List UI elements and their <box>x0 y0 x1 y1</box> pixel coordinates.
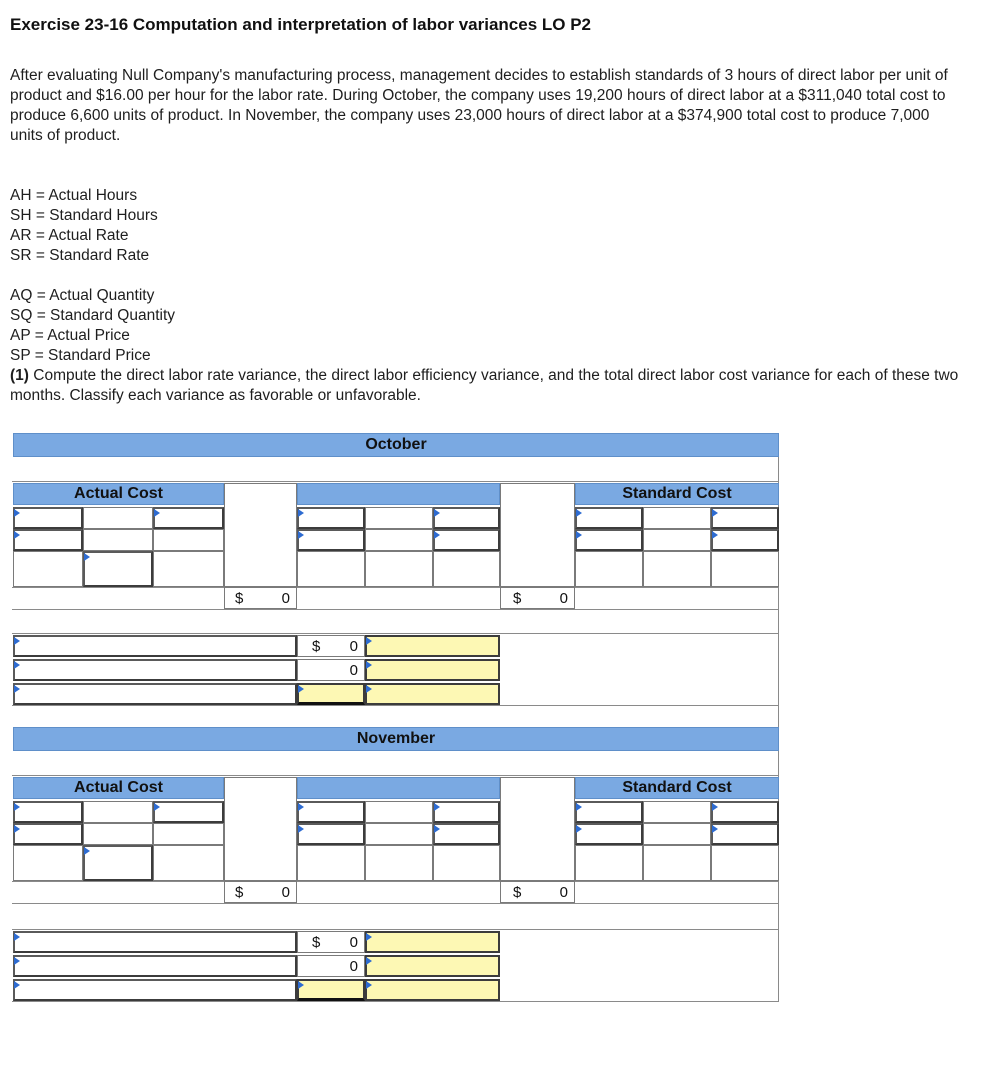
problem-statement: After evaluating Null Company's manufacturing process, management decides to establish standards of 3 hours of direct labor per unit of product and $16.00 per hour for the labor rate. During October, the company uses 19,200 hours of direct labor at a $311,040 total cost to produce 6,600 units of product. In November, the company uses 23,000 hours of direct labor at a $374,900 total cost to produce 7,000 units of product. <box>10 67 948 144</box>
blank-cell <box>13 845 83 881</box>
worksheet-november <box>12 727 780 1027</box>
operator-cell <box>365 801 433 823</box>
standard-input[interactable] <box>711 529 779 551</box>
spacer-cell <box>500 777 575 881</box>
middle-header <box>297 777 500 799</box>
variance-classification-select[interactable] <box>365 635 500 657</box>
actual-input[interactable] <box>13 529 83 551</box>
operator-cell <box>643 801 711 823</box>
currency-symbol: $ <box>312 638 321 655</box>
month-header: November <box>13 727 779 751</box>
middle-input[interactable] <box>297 823 365 845</box>
currency-symbol: $ <box>312 934 321 951</box>
variance-classification-select[interactable] <box>365 979 500 1001</box>
operator-cell <box>643 823 711 845</box>
standard-total: 0 <box>559 590 568 607</box>
sh-input[interactable] <box>575 507 643 529</box>
standard-total-cell <box>500 587 575 609</box>
question-body: Compute the direct labor rate variance, the direct labor efficiency variance, and the total direct labor cost variance for each of these two months. Classify each variance as favorable or unfavorable. <box>10 367 959 404</box>
sr-input[interactable] <box>711 507 779 529</box>
spacer-cell <box>500 483 575 587</box>
row-divider <box>12 903 779 904</box>
efficiency-variance-value: 0 <box>349 662 358 679</box>
definition-item: AP = Actual Price <box>10 327 130 344</box>
sh-input[interactable] <box>575 801 643 823</box>
blank-cell <box>433 551 500 587</box>
actual-cost-header: Actual Cost <box>13 483 224 505</box>
total-variance-input[interactable] <box>297 683 365 705</box>
efficiency-variance-value: 0 <box>349 958 358 975</box>
standard-input[interactable] <box>575 823 643 845</box>
middle-input[interactable] <box>297 529 365 551</box>
row-divider <box>12 705 779 706</box>
ah-input[interactable] <box>13 507 83 529</box>
efficiency-variance-cell <box>297 659 365 681</box>
operator-cell <box>365 823 433 845</box>
currency-symbol: $ <box>513 590 522 607</box>
variance-classification-select[interactable] <box>365 659 500 681</box>
currency-symbol: $ <box>235 590 244 607</box>
actual-total: 0 <box>281 884 290 901</box>
middle-header <box>297 483 500 505</box>
operator-cell <box>83 507 153 529</box>
variance-label-input[interactable] <box>13 955 297 977</box>
blank-cell <box>13 551 83 587</box>
ar-input[interactable] <box>153 507 224 529</box>
standard-input[interactable] <box>575 529 643 551</box>
actual-total: 0 <box>281 590 290 607</box>
page-title: Exercise 23-16 Computation and interpretation of labor variances LO P2 <box>10 15 591 34</box>
operator-cell <box>643 529 711 551</box>
row-divider <box>12 481 779 482</box>
definition-item: AQ = Actual Quantity <box>10 287 155 304</box>
blank-cell <box>153 529 224 551</box>
rate-variance-value: 0 <box>349 638 358 655</box>
standard-cost-header: Standard Cost <box>575 777 779 799</box>
sr-input[interactable] <box>433 801 500 823</box>
spacer-cell <box>224 483 297 587</box>
blank-cell <box>643 845 711 881</box>
blank-cell <box>365 551 433 587</box>
blank-cell <box>153 823 224 845</box>
variance-classification-select[interactable] <box>365 931 500 953</box>
row-divider <box>12 633 779 634</box>
definition-item: SH = Standard Hours <box>10 207 158 224</box>
middle-input[interactable] <box>433 823 500 845</box>
variance-label-input[interactable] <box>13 659 297 681</box>
operator-cell <box>643 507 711 529</box>
spacer-cell <box>224 777 297 881</box>
blank-cell <box>433 845 500 881</box>
blank-cell <box>575 551 643 587</box>
definition-item: SR = Standard Rate <box>10 247 150 264</box>
actual-total-cell <box>224 881 297 903</box>
definition-item: AR = Actual Rate <box>10 227 129 244</box>
sr-input[interactable] <box>711 801 779 823</box>
blank-cell <box>365 845 433 881</box>
worksheet-october <box>12 433 780 733</box>
blank-cell <box>297 845 365 881</box>
total-variance-input[interactable] <box>297 979 365 1001</box>
row-divider <box>12 1001 779 1002</box>
operator-cell <box>83 529 153 551</box>
efficiency-variance-cell <box>297 955 365 977</box>
variance-label-input[interactable] <box>13 683 297 705</box>
question-number: (1) <box>10 367 29 384</box>
actual-total-cell <box>224 587 297 609</box>
currency-symbol: $ <box>513 884 522 901</box>
blank-cell <box>575 845 643 881</box>
variance-label-input[interactable] <box>13 635 297 657</box>
blank-cell <box>153 551 224 587</box>
actual-cost-header: Actual Cost <box>13 777 224 799</box>
definition-item: SP = Standard Price <box>10 347 151 364</box>
actual-input[interactable] <box>83 845 153 881</box>
standard-total: 0 <box>559 884 568 901</box>
standard-input[interactable] <box>711 823 779 845</box>
row-divider <box>12 587 779 588</box>
standard-cost-header: Standard Cost <box>575 483 779 505</box>
blank-cell <box>297 551 365 587</box>
operator-cell <box>83 801 153 823</box>
rate-variance-cell <box>297 931 365 953</box>
question-text <box>10 366 960 406</box>
sr-input[interactable] <box>433 507 500 529</box>
ah-input[interactable] <box>13 801 83 823</box>
operator-cell <box>365 529 433 551</box>
currency-symbol: $ <box>235 884 244 901</box>
month-header: October <box>13 433 779 457</box>
rate-variance-cell <box>297 635 365 657</box>
blank-cell <box>643 551 711 587</box>
blank-cell <box>153 845 224 881</box>
row-divider <box>12 929 779 930</box>
definition-item: AH = Actual Hours <box>10 187 138 204</box>
standard-total-cell <box>500 881 575 903</box>
rate-variance-value: 0 <box>349 934 358 951</box>
ar-input[interactable] <box>153 801 224 823</box>
definitions-material <box>10 286 175 366</box>
blank-cell <box>711 845 779 881</box>
variance-label-input[interactable] <box>13 979 297 1001</box>
row-divider <box>12 881 779 882</box>
definitions-labor <box>10 186 158 266</box>
row-divider <box>12 609 779 610</box>
ah-input[interactable] <box>297 801 365 823</box>
variance-label-input[interactable] <box>13 931 297 953</box>
middle-input[interactable] <box>433 529 500 551</box>
blank-cell <box>711 551 779 587</box>
definition-item: SQ = Standard Quantity <box>10 307 175 324</box>
variance-classification-select[interactable] <box>365 683 500 705</box>
operator-cell <box>365 507 433 529</box>
operator-cell <box>83 823 153 845</box>
ah-input[interactable] <box>297 507 365 529</box>
actual-input[interactable] <box>13 823 83 845</box>
row-divider <box>12 775 779 776</box>
variance-classification-select[interactable] <box>365 955 500 977</box>
actual-input[interactable] <box>83 551 153 587</box>
